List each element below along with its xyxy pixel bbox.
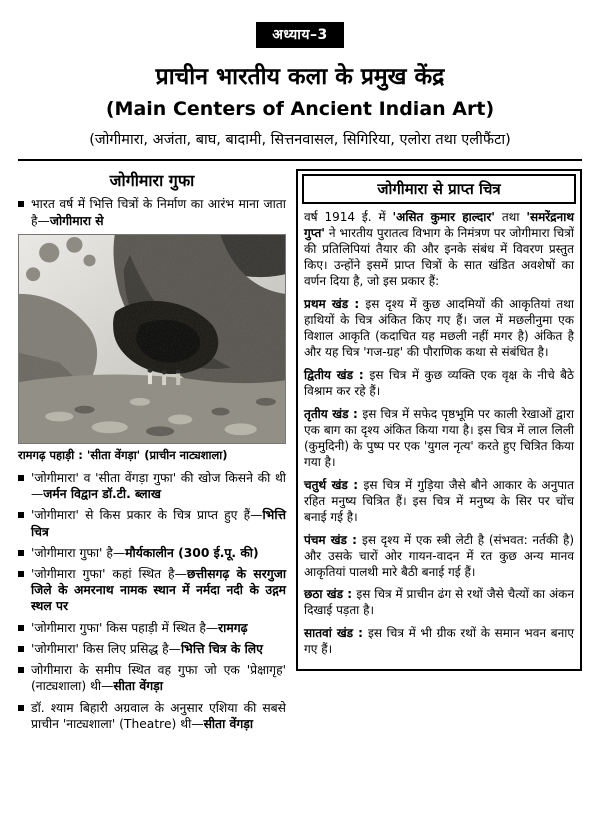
- square-bullet-icon: [18, 625, 24, 631]
- question-text: 'जोगीमारा' व 'सीता वेंगड़ा गुफा' की खोज किसने की थी—: [31, 470, 286, 502]
- intro-segment: 'असित कुमार हाल्दार': [392, 210, 495, 225]
- square-bullet-icon: [18, 550, 24, 556]
- khand-paragraph: [302, 533, 576, 581]
- square-bullet-icon: [18, 201, 24, 207]
- answer-text: सीता वेंगड़ा: [203, 716, 254, 731]
- page-title: प्राचीन भारतीय कला के प्रमुख केंद्र: [155, 64, 445, 90]
- intro-bullet-list: [18, 196, 286, 228]
- khand-label: पंचम खंड :: [304, 532, 363, 547]
- square-bullet-icon: [18, 705, 24, 711]
- khand-text: इस चित्र में सफेद पृष्ठभूमि पर काली रेखाओं द्वारा एक बाग का दृश्य अंकित किया गया है। इस चित्र में लाल लिली (कुमुदिनी) के पुष्प पर एक 'युगल नृत्य' करते हुए चित्रित किया गया है।: [304, 406, 574, 469]
- question-text: डॉ. श्याम बिहारी अग्रवाल के अनुसार एशिया की सबसे प्राचीन 'नाट्यशाला' (Theatre) थी—: [31, 700, 286, 731]
- square-bullet-icon: [18, 646, 24, 652]
- qa-bullet-item: [18, 507, 286, 539]
- intro-segment: 'समरेंद्रनाथ गुप्त': [304, 210, 574, 241]
- intro-segment: तथा: [494, 210, 527, 225]
- cave-photo: [18, 234, 286, 444]
- khand-label: छठा खंड :: [304, 587, 357, 602]
- khand-label: तृतीय खंड :: [304, 406, 363, 421]
- khand-label: प्रथम खंड :: [304, 297, 366, 312]
- qa-bullet-list: [18, 470, 286, 732]
- answer-text: भित्ति चित्र के लिए: [180, 641, 263, 656]
- answer-text: भित्ति चित्र: [31, 508, 286, 539]
- question-text: 'जोगीमारा गुफा' कहां स्थित है—: [31, 566, 187, 581]
- khand-label: सातवां खंड :: [304, 626, 368, 641]
- khand-text: इस दृश्य में एक स्त्री लेटी है (संभवत: नर्तकी है) और उसके चारों ओर गायन-वादन में रत कुछ अन्य मानव आकृतियां पालथी मारे बैठी बनाई गई हैं।: [304, 532, 574, 579]
- header-divider: [18, 159, 582, 161]
- qa-bullet-item: [18, 620, 286, 636]
- answer-text: जोगीमारा से: [49, 213, 104, 228]
- right-column-box: [296, 169, 582, 671]
- square-bullet-icon: [18, 571, 24, 577]
- answer-text: छत्तीसगढ़ के सरगुजा जिले के अमरनाथ नामक स्थान में नर्मदा नदी के उद्गम स्थल पर: [31, 566, 287, 614]
- square-bullet-icon: [18, 667, 24, 673]
- qa-bullet-item: [18, 545, 286, 561]
- qa-bullet-item: [18, 700, 286, 732]
- answer-text: मौर्यकालीन (300 ई.पू. की): [125, 545, 259, 560]
- content-columns: [18, 169, 582, 737]
- question-text: 'जोगीमारा' से किस प्रकार के चित्र प्राप्त हुए हैं—: [31, 508, 263, 523]
- square-bullet-icon: [18, 512, 24, 518]
- khand-paragraph: [302, 626, 576, 658]
- left-column: [18, 169, 286, 737]
- intro-segment: ने भारतीय पुरातत्व विभाग के निमंत्रण पर जोगीमारा चित्रों की प्रतिलिपियां तैयार की और इनके संबंध में विवरण प्रस्तुत किए। उन्होंने इसमें प्राप्त चित्रों के सात खंडित अवशेषों का वर्णन दिया है, जो इस प्रकार हैं:: [304, 226, 574, 289]
- question-text: भारत वर्ष में भित्ति चित्रों के निर्माण का आरंभ माना जाता है—: [31, 197, 286, 228]
- question-text: जोगीमारा के समीप स्थित वह गुफा जो एक 'प्रेक्षागृह' (नाट्यशाला) थी—: [31, 663, 286, 694]
- khand-paragraph: [302, 587, 576, 619]
- answer-text: सीता वेंगड़ा: [113, 679, 163, 694]
- khand-label: द्वितीय खंड :: [304, 368, 370, 383]
- locations-line: (जोगीमारा, अजंता, बाघ, बादामी, सित्तनवासल, सिगिरिया, एलोरा तथा एलीफैंटा): [89, 132, 511, 149]
- khand-paragraph: [302, 297, 576, 361]
- intro-paragraph: [302, 210, 576, 290]
- khand-sections: [302, 297, 576, 658]
- question-text: 'जोगीमारा' किस लिए प्रसिद्ध है—: [31, 641, 181, 656]
- question-text: 'जोगीमारा गुफा' है—: [31, 545, 126, 560]
- photo-caption: रामगढ़ पहाड़ी : 'सीता वेंगड़ा' (प्राचीन नाट्यशाला): [18, 447, 228, 462]
- khand-text: इस दृश्य में कुछ आदमियों की आकृतियां तथा हाथियों के चित्र अंकित किए गए हैं। जल में मछलीनुमा एक विशाल आकृति (कदाचित यह मछली नहीं मगर है) अंकित है और यह चित्र 'गज-ग्रह' की पौराणिक कथा से संबंधित है।: [304, 297, 574, 360]
- page-subtitle-english: (Main Centers of Ancient Indian Art): [105, 98, 495, 121]
- intro-segment: वर्ष 1914 ई. में: [304, 210, 393, 225]
- square-bullet-icon: [18, 475, 24, 481]
- khand-text: इस चित्र में भी ग्रीक रथों के समान भवन बनाए गए हैं।: [304, 626, 574, 657]
- khand-label: चतुर्थ खंड :: [304, 477, 364, 492]
- cave-photo-figure: [18, 234, 286, 463]
- qa-bullet-item: [18, 470, 286, 502]
- khand-text: इस चित्र में गुड़िया जैसे बौने आकार के अनुपात रहित मनुष्य चित्रित हैं। इस चित्र में मनुष्य के सिर पर चोंच बनाई गई है।: [304, 477, 575, 524]
- answer-text: जर्मन विद्वान डॉ.टी. ब्लाख: [43, 487, 161, 502]
- box-title: जोगीमारा से प्राप्त चित्र: [302, 174, 576, 204]
- question-text: 'जोगीमारा गुफा' किस पहाड़ी में स्थित है—: [31, 620, 219, 635]
- khand-paragraph: [302, 478, 576, 526]
- chapter-badge: अध्याय–3: [256, 22, 344, 48]
- khand-paragraph: [302, 368, 576, 400]
- qa-bullet-item: [18, 566, 286, 615]
- answer-text: रामगढ़: [218, 620, 248, 635]
- qa-bullet-item: [18, 196, 286, 228]
- khand-paragraph: [302, 407, 576, 471]
- khand-text: इस चित्र में प्राचीन ढंग से रथों जैसे चैत्यों का अंकन दिखाई पड़ता है।: [304, 587, 574, 618]
- section-heading: जोगीमारा गुफा: [109, 171, 195, 191]
- qa-bullet-item: [18, 641, 286, 657]
- qa-bullet-item: [18, 662, 286, 694]
- khand-text: इस चित्र में कुछ व्यक्ति एक वृक्ष के नीचे बैठे विश्राम कर रहे हैं।: [304, 368, 575, 398]
